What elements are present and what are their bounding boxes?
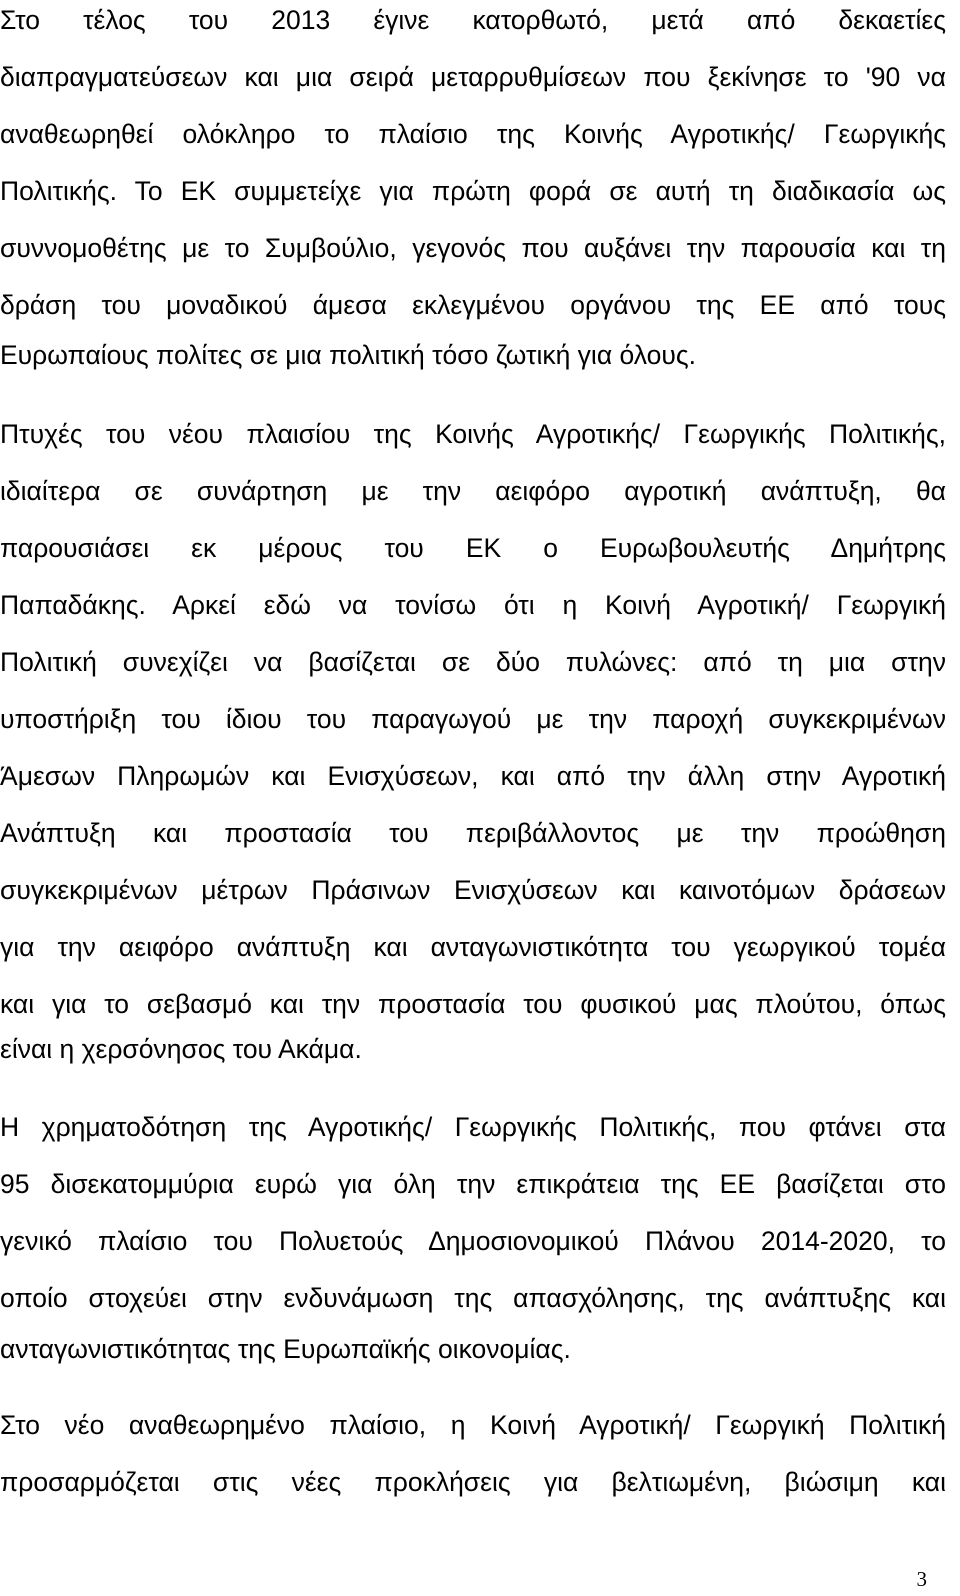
text-line: Στο νέο αναθεωρημένο πλαίσιο, η Κοινή Αγροτική/ Γεωργική Πολιτική [0,1410,946,1440]
text-line: Ευρωπαίους πολίτες σε μια πολιτική τόσο ζωτική για όλους. [0,340,696,370]
text-line: δράση του μοναδικού άμεσα εκλεγμένου οργάνου της ΕΕ από τους [0,290,946,320]
text-line: 95 δισεκατομμύρια ευρώ για όλη την επικράτεια της ΕΕ βασίζεται στο [0,1169,946,1199]
text-line: αναθεωρηθεί ολόκληρο το πλαίσιο της Κοινής Αγροτικής/ Γεωργικής [0,119,946,149]
text-line: διαπραγματεύσεων και μια σειρά μεταρρυθμίσεων που ξεκίνησε το '90 να [0,62,946,92]
text-line: παρουσιάσει εκ μέρους του ΕΚ ο Ευρωβουλευτής Δημήτρης [0,533,946,563]
text-line: Άμεσων Πληρωμών και Ενισχύσεων, και από την άλλη στην Αγροτική [0,761,946,791]
text-line: Ανάπτυξη και προστασία του περιβάλλοντος με την προώθηση [0,818,946,848]
text-line: προσαρμόζεται στις νέες προκλήσεις για βελτιωμένη, βιώσιμη και [0,1467,946,1497]
text-line: υποστήριξη του ίδιου του παραγωγού με την παροχή συγκεκριμένων [0,704,946,734]
text-line: συννομοθέτης με το Συμβούλιο, γεγονός που αυξάνει την παρουσία και τη [0,233,946,263]
text-line: οποίο στοχεύει στην ενδυνάμωση της απασχόλησης, της ανάπτυξης και [0,1283,946,1313]
text-line: συγκεκριμένων μέτρων Πράσινων Ενισχύσεων και καινοτόμων δράσεων [0,875,946,905]
text-line: Πτυχές του νέου πλαισίου της Κοινής Αγροτικής/ Γεωργικής Πολιτικής, [0,419,946,449]
text-line: Στο τέλος του 2013 έγινε κατορθωτό, μετά από δεκαετίες [0,5,946,35]
page-number: 3 [916,1567,927,1591]
text-line: είναι η χερσόνησος του Ακάμα. [0,1034,362,1064]
text-line: Η χρηματοδότηση της Αγροτικής/ Γεωργικής Πολιτικής, που φτάνει στα [0,1112,946,1142]
text-line: και για το σεβασμό και την προστασία του φυσικού μας πλούτου, όπως [0,989,946,1019]
text-line: ιδιαίτερα σε συνάρτηση με την αειφόρο αγροτική ανάπτυξη, θα [0,476,946,506]
text-line: γενικό πλαίσιο του Πολυετούς Δημοσιονομικού Πλάνου 2014-2020, το [0,1226,946,1256]
text-line: Παπαδάκης. Αρκεί εδώ να τονίσω ότι η Κοινή Αγροτική/ Γεωργική [0,590,946,620]
text-line: για την αειφόρο ανάπτυξη και ανταγωνιστικότητα του γεωργικού τομέα [0,932,946,962]
text-line: Πολιτική συνεχίζει να βασίζεται σε δύο πυλώνες: από τη μια στην [0,647,946,677]
text-line: ανταγωνιστικότητας της Ευρωπαϊκής οικονομίας. [0,1334,571,1364]
text-line: Πολιτικής. Το ΕΚ συμμετείχε για πρώτη φορά σε αυτή τη διαδικασία ως [0,176,946,206]
